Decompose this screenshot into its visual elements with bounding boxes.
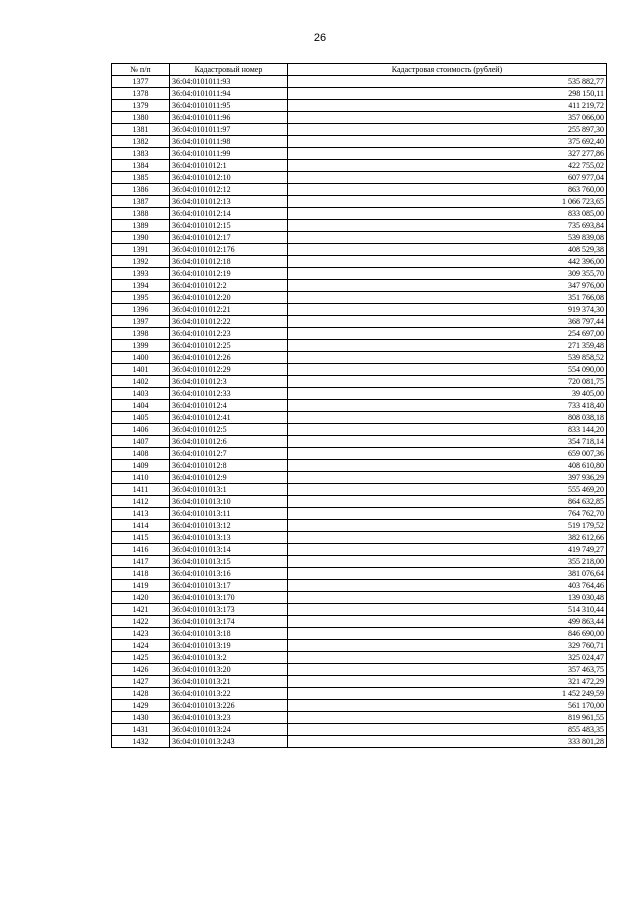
row-index-cell: 1413 xyxy=(112,508,170,520)
cadastral-number-cell: 36:04:0101013:170 xyxy=(170,592,288,604)
table-row xyxy=(112,724,607,736)
cadastral-value-cell: 347 976,00 xyxy=(288,280,607,292)
row-index-cell: 1380 xyxy=(112,112,170,124)
table-row xyxy=(112,436,607,448)
cadastral-number-cell: 36:04:0101013:21 xyxy=(170,676,288,688)
cadastral-number-cell: 36:04:0101012:41 xyxy=(170,412,288,424)
cadastral-value-cell: 833 085,00 xyxy=(288,208,607,220)
cadastral-value-cell: 519 179,52 xyxy=(288,520,607,532)
cadastral-number-cell: 36:04:0101013:2 xyxy=(170,652,288,664)
row-index-cell: 1429 xyxy=(112,700,170,712)
row-index-cell: 1425 xyxy=(112,652,170,664)
cadastral-number-cell: 36:04:0101012:33 xyxy=(170,388,288,400)
row-index-cell: 1398 xyxy=(112,328,170,340)
row-index-cell: 1423 xyxy=(112,628,170,640)
cadastral-value-cell: 720 081,75 xyxy=(288,376,607,388)
table-row xyxy=(112,124,607,136)
cadastral-value-cell: 375 692,40 xyxy=(288,136,607,148)
table-row xyxy=(112,196,607,208)
row-index-cell: 1417 xyxy=(112,556,170,568)
cadastral-value-cell: 327 277,86 xyxy=(288,148,607,160)
cadastral-number-cell: 36:04:0101013:10 xyxy=(170,496,288,508)
table-row xyxy=(112,448,607,460)
cadastral-number-cell: 36:04:0101013:19 xyxy=(170,640,288,652)
table-row xyxy=(112,472,607,484)
cadastral-number-cell: 36:04:0101013:1 xyxy=(170,484,288,496)
cadastral-number-cell: 36:04:0101012:10 xyxy=(170,172,288,184)
cadastral-number-cell: 36:04:0101012:25 xyxy=(170,340,288,352)
row-index-cell: 1384 xyxy=(112,160,170,172)
row-index-cell: 1382 xyxy=(112,136,170,148)
row-index-cell: 1407 xyxy=(112,436,170,448)
table-row xyxy=(112,664,607,676)
cadastral-number-cell: 36:04:0101012:8 xyxy=(170,460,288,472)
cadastral-value-cell: 411 219,72 xyxy=(288,100,607,112)
cadastral-number-cell: 36:04:0101013:13 xyxy=(170,532,288,544)
row-index-cell: 1388 xyxy=(112,208,170,220)
table-row xyxy=(112,244,607,256)
cadastral-number-cell: 36:04:0101011:96 xyxy=(170,112,288,124)
table-row xyxy=(112,652,607,664)
cadastral-value-cell: 381 076,64 xyxy=(288,568,607,580)
cadastral-value-cell: 659 007,36 xyxy=(288,448,607,460)
table-row xyxy=(112,676,607,688)
row-index-cell: 1383 xyxy=(112,148,170,160)
row-index-cell: 1378 xyxy=(112,88,170,100)
cadastral-value-cell: 397 936,29 xyxy=(288,472,607,484)
cadastral-value-cell: 368 797,44 xyxy=(288,316,607,328)
row-index-cell: 1408 xyxy=(112,448,170,460)
cadastral-value-cell: 855 483,35 xyxy=(288,724,607,736)
table-row xyxy=(112,544,607,556)
cadastral-number-cell: 36:04:0101012:176 xyxy=(170,244,288,256)
table-row xyxy=(112,316,607,328)
cadastral-number-cell: 36:04:0101012:4 xyxy=(170,400,288,412)
cadastral-number-cell: 36:04:0101012:13 xyxy=(170,196,288,208)
cadastral-value-cell: 351 766,08 xyxy=(288,292,607,304)
cadastral-number-cell: 36:04:0101011:98 xyxy=(170,136,288,148)
row-index-cell: 1421 xyxy=(112,604,170,616)
cadastral-value-cell: 39 405,00 xyxy=(288,388,607,400)
cadastral-value-cell: 846 690,00 xyxy=(288,628,607,640)
column-header-index: № п/п xyxy=(112,64,170,76)
table-row xyxy=(112,220,607,232)
cadastral-value-cell: 554 090,00 xyxy=(288,364,607,376)
cadastral-value-cell: 309 355,70 xyxy=(288,268,607,280)
page-number: 26 xyxy=(313,32,327,44)
table-row xyxy=(112,232,607,244)
cadastral-number-cell: 36:04:0101011:95 xyxy=(170,100,288,112)
table-row xyxy=(112,292,607,304)
cadastral-number-cell: 36:04:0101013:23 xyxy=(170,712,288,724)
row-index-cell: 1431 xyxy=(112,724,170,736)
cadastral-number-cell: 36:04:0101011:97 xyxy=(170,124,288,136)
row-index-cell: 1409 xyxy=(112,460,170,472)
cadastral-value-cell: 382 612,66 xyxy=(288,532,607,544)
cadastral-number-cell: 36:04:0101013:12 xyxy=(170,520,288,532)
cadastral-number-cell: 36:04:0101012:2 xyxy=(170,280,288,292)
cadastral-number-cell: 36:04:0101012:22 xyxy=(170,316,288,328)
cadastral-number-cell: 36:04:0101013:20 xyxy=(170,664,288,676)
table-row xyxy=(112,388,607,400)
row-index-cell: 1381 xyxy=(112,124,170,136)
cadastral-value-cell: 408 610,80 xyxy=(288,460,607,472)
cadastral-value-cell: 535 882,77 xyxy=(288,76,607,88)
table-row xyxy=(112,736,607,748)
cadastral-value-cell: 1 066 723,65 xyxy=(288,196,607,208)
table-row xyxy=(112,484,607,496)
cadastral-value-table xyxy=(111,63,607,748)
row-index-cell: 1422 xyxy=(112,616,170,628)
cadastral-value-cell: 539 839,08 xyxy=(288,232,607,244)
table-row xyxy=(112,160,607,172)
row-index-cell: 1426 xyxy=(112,664,170,676)
cadastral-value-cell: 422 755,02 xyxy=(288,160,607,172)
table-row xyxy=(112,352,607,364)
table-row xyxy=(112,712,607,724)
cadastral-number-cell: 36:04:0101013:173 xyxy=(170,604,288,616)
table-row xyxy=(112,268,607,280)
cadastral-value-cell: 1 452 249,59 xyxy=(288,688,607,700)
cadastral-number-cell: 36:04:0101013:14 xyxy=(170,544,288,556)
table-row xyxy=(112,592,607,604)
cadastral-number-cell: 36:04:0101012:19 xyxy=(170,268,288,280)
cadastral-value-cell: 139 030,48 xyxy=(288,592,607,604)
row-index-cell: 1427 xyxy=(112,676,170,688)
table-row xyxy=(112,580,607,592)
cadastral-value-cell: 271 359,48 xyxy=(288,340,607,352)
cadastral-number-cell: 36:04:0101012:15 xyxy=(170,220,288,232)
cadastral-value-cell: 354 718,14 xyxy=(288,436,607,448)
cadastral-number-cell: 36:04:0101013:11 xyxy=(170,508,288,520)
table-row xyxy=(112,304,607,316)
row-index-cell: 1377 xyxy=(112,76,170,88)
cadastral-number-cell: 36:04:0101012:1 xyxy=(170,160,288,172)
row-index-cell: 1389 xyxy=(112,220,170,232)
cadastral-number-cell: 36:04:0101013:226 xyxy=(170,700,288,712)
cadastral-number-cell: 36:04:0101013:17 xyxy=(170,580,288,592)
row-index-cell: 1416 xyxy=(112,544,170,556)
table-row xyxy=(112,412,607,424)
table-row xyxy=(112,400,607,412)
cadastral-number-cell: 36:04:0101012:14 xyxy=(170,208,288,220)
row-index-cell: 1394 xyxy=(112,280,170,292)
table-header xyxy=(112,64,607,76)
cadastral-number-cell: 36:04:0101012:7 xyxy=(170,448,288,460)
cadastral-value-cell: 735 693,84 xyxy=(288,220,607,232)
table-row xyxy=(112,88,607,100)
table-row xyxy=(112,496,607,508)
table-row xyxy=(112,172,607,184)
cadastral-value-cell: 561 170,00 xyxy=(288,700,607,712)
cadastral-value-cell: 333 801,28 xyxy=(288,736,607,748)
row-index-cell: 1387 xyxy=(112,196,170,208)
row-index-cell: 1393 xyxy=(112,268,170,280)
cadastral-value-cell: 321 472,29 xyxy=(288,676,607,688)
cadastral-number-cell: 36:04:0101012:21 xyxy=(170,304,288,316)
row-index-cell: 1399 xyxy=(112,340,170,352)
row-index-cell: 1397 xyxy=(112,316,170,328)
row-index-cell: 1414 xyxy=(112,520,170,532)
cadastral-value-cell: 764 762,70 xyxy=(288,508,607,520)
row-index-cell: 1385 xyxy=(112,172,170,184)
cadastral-value-cell: 499 863,44 xyxy=(288,616,607,628)
row-index-cell: 1404 xyxy=(112,400,170,412)
row-index-cell: 1390 xyxy=(112,232,170,244)
table-row xyxy=(112,76,607,88)
row-index-cell: 1411 xyxy=(112,484,170,496)
table-row xyxy=(112,688,607,700)
cadastral-number-cell: 36:04:0101013:24 xyxy=(170,724,288,736)
cadastral-number-cell: 36:04:0101011:99 xyxy=(170,148,288,160)
cadastral-value-cell: 442 396,00 xyxy=(288,256,607,268)
cadastral-number-cell: 36:04:0101012:5 xyxy=(170,424,288,436)
cadastral-value-cell: 357 463,75 xyxy=(288,664,607,676)
row-index-cell: 1418 xyxy=(112,568,170,580)
table-row xyxy=(112,616,607,628)
table-body xyxy=(112,76,607,748)
cadastral-number-cell: 36:04:0101011:93 xyxy=(170,76,288,88)
cadastral-number-cell: 36:04:0101012:12 xyxy=(170,184,288,196)
table-row xyxy=(112,424,607,436)
table-row xyxy=(112,112,607,124)
cadastral-value-cell: 254 697,00 xyxy=(288,328,607,340)
row-index-cell: 1419 xyxy=(112,580,170,592)
table-row xyxy=(112,376,607,388)
table-row xyxy=(112,364,607,376)
row-index-cell: 1379 xyxy=(112,100,170,112)
cadastral-number-cell: 36:04:0101012:3 xyxy=(170,376,288,388)
cadastral-value-cell: 419 749,27 xyxy=(288,544,607,556)
column-header-cadastral-number: Кадастровый номер xyxy=(170,64,288,76)
cadastral-value-cell: 408 529,38 xyxy=(288,244,607,256)
table-row xyxy=(112,700,607,712)
table-row xyxy=(112,340,607,352)
table-row xyxy=(112,208,607,220)
cadastral-value-cell: 819 961,55 xyxy=(288,712,607,724)
cadastral-value-cell: 357 066,00 xyxy=(288,112,607,124)
row-index-cell: 1403 xyxy=(112,388,170,400)
cadastral-value-cell: 539 858,52 xyxy=(288,352,607,364)
row-index-cell: 1386 xyxy=(112,184,170,196)
cadastral-number-cell: 36:04:0101012:23 xyxy=(170,328,288,340)
cadastral-number-cell: 36:04:0101013:15 xyxy=(170,556,288,568)
cadastral-number-cell: 36:04:0101012:18 xyxy=(170,256,288,268)
row-index-cell: 1395 xyxy=(112,292,170,304)
row-index-cell: 1420 xyxy=(112,592,170,604)
table-row xyxy=(112,460,607,472)
cadastral-value-cell: 255 897,30 xyxy=(288,124,607,136)
cadastral-number-cell: 36:04:0101012:29 xyxy=(170,364,288,376)
cadastral-number-cell: 36:04:0101012:6 xyxy=(170,436,288,448)
table-row xyxy=(112,280,607,292)
table-row xyxy=(112,640,607,652)
cadastral-number-cell: 36:04:0101013:22 xyxy=(170,688,288,700)
cadastral-number-cell: 36:04:0101013:243 xyxy=(170,736,288,748)
cadastral-value-cell: 555 469,20 xyxy=(288,484,607,496)
table-row xyxy=(112,136,607,148)
row-index-cell: 1402 xyxy=(112,376,170,388)
cadastral-value-cell: 864 632,85 xyxy=(288,496,607,508)
cadastral-number-cell: 36:04:0101011:94 xyxy=(170,88,288,100)
header-row xyxy=(112,64,607,76)
cadastral-number-cell: 36:04:0101013:174 xyxy=(170,616,288,628)
cadastral-value-cell: 298 150,11 xyxy=(288,88,607,100)
cadastral-value-cell: 403 764,46 xyxy=(288,580,607,592)
cadastral-number-cell: 36:04:0101012:26 xyxy=(170,352,288,364)
cadastral-value-cell: 919 374,30 xyxy=(288,304,607,316)
cadastral-value-cell: 607 977,04 xyxy=(288,172,607,184)
cadastral-value-cell: 355 218,00 xyxy=(288,556,607,568)
row-index-cell: 1392 xyxy=(112,256,170,268)
table-row xyxy=(112,148,607,160)
row-index-cell: 1406 xyxy=(112,424,170,436)
cadastral-value-cell: 833 144,20 xyxy=(288,424,607,436)
cadastral-number-cell: 36:04:0101012:17 xyxy=(170,232,288,244)
cadastral-number-cell: 36:04:0101012:20 xyxy=(170,292,288,304)
row-index-cell: 1412 xyxy=(112,496,170,508)
table-row xyxy=(112,628,607,640)
table-row xyxy=(112,568,607,580)
cadastral-number-cell: 36:04:0101013:18 xyxy=(170,628,288,640)
row-index-cell: 1415 xyxy=(112,532,170,544)
cadastral-number-cell: 36:04:0101012:9 xyxy=(170,472,288,484)
table-row xyxy=(112,184,607,196)
cadastral-number-cell: 36:04:0101013:16 xyxy=(170,568,288,580)
row-index-cell: 1405 xyxy=(112,412,170,424)
row-index-cell: 1401 xyxy=(112,364,170,376)
cadastral-value-cell: 514 310,44 xyxy=(288,604,607,616)
table-row xyxy=(112,604,607,616)
table-row xyxy=(112,532,607,544)
row-index-cell: 1410 xyxy=(112,472,170,484)
row-index-cell: 1430 xyxy=(112,712,170,724)
table-row xyxy=(112,556,607,568)
cadastral-value-cell: 863 760,00 xyxy=(288,184,607,196)
table-row xyxy=(112,100,607,112)
table-row xyxy=(112,520,607,532)
table-row xyxy=(112,256,607,268)
cadastral-value-cell: 329 760,71 xyxy=(288,640,607,652)
table-row xyxy=(112,508,607,520)
row-index-cell: 1432 xyxy=(112,736,170,748)
row-index-cell: 1391 xyxy=(112,244,170,256)
row-index-cell: 1400 xyxy=(112,352,170,364)
table-row xyxy=(112,328,607,340)
row-index-cell: 1424 xyxy=(112,640,170,652)
row-index-cell: 1428 xyxy=(112,688,170,700)
cadastral-value-cell: 325 024,47 xyxy=(288,652,607,664)
cadastral-value-cell: 808 038,18 xyxy=(288,412,607,424)
row-index-cell: 1396 xyxy=(112,304,170,316)
column-header-cadastral-value: Кадастровая стоимость (рублей) xyxy=(288,64,607,76)
cadastral-value-cell: 733 418,40 xyxy=(288,400,607,412)
